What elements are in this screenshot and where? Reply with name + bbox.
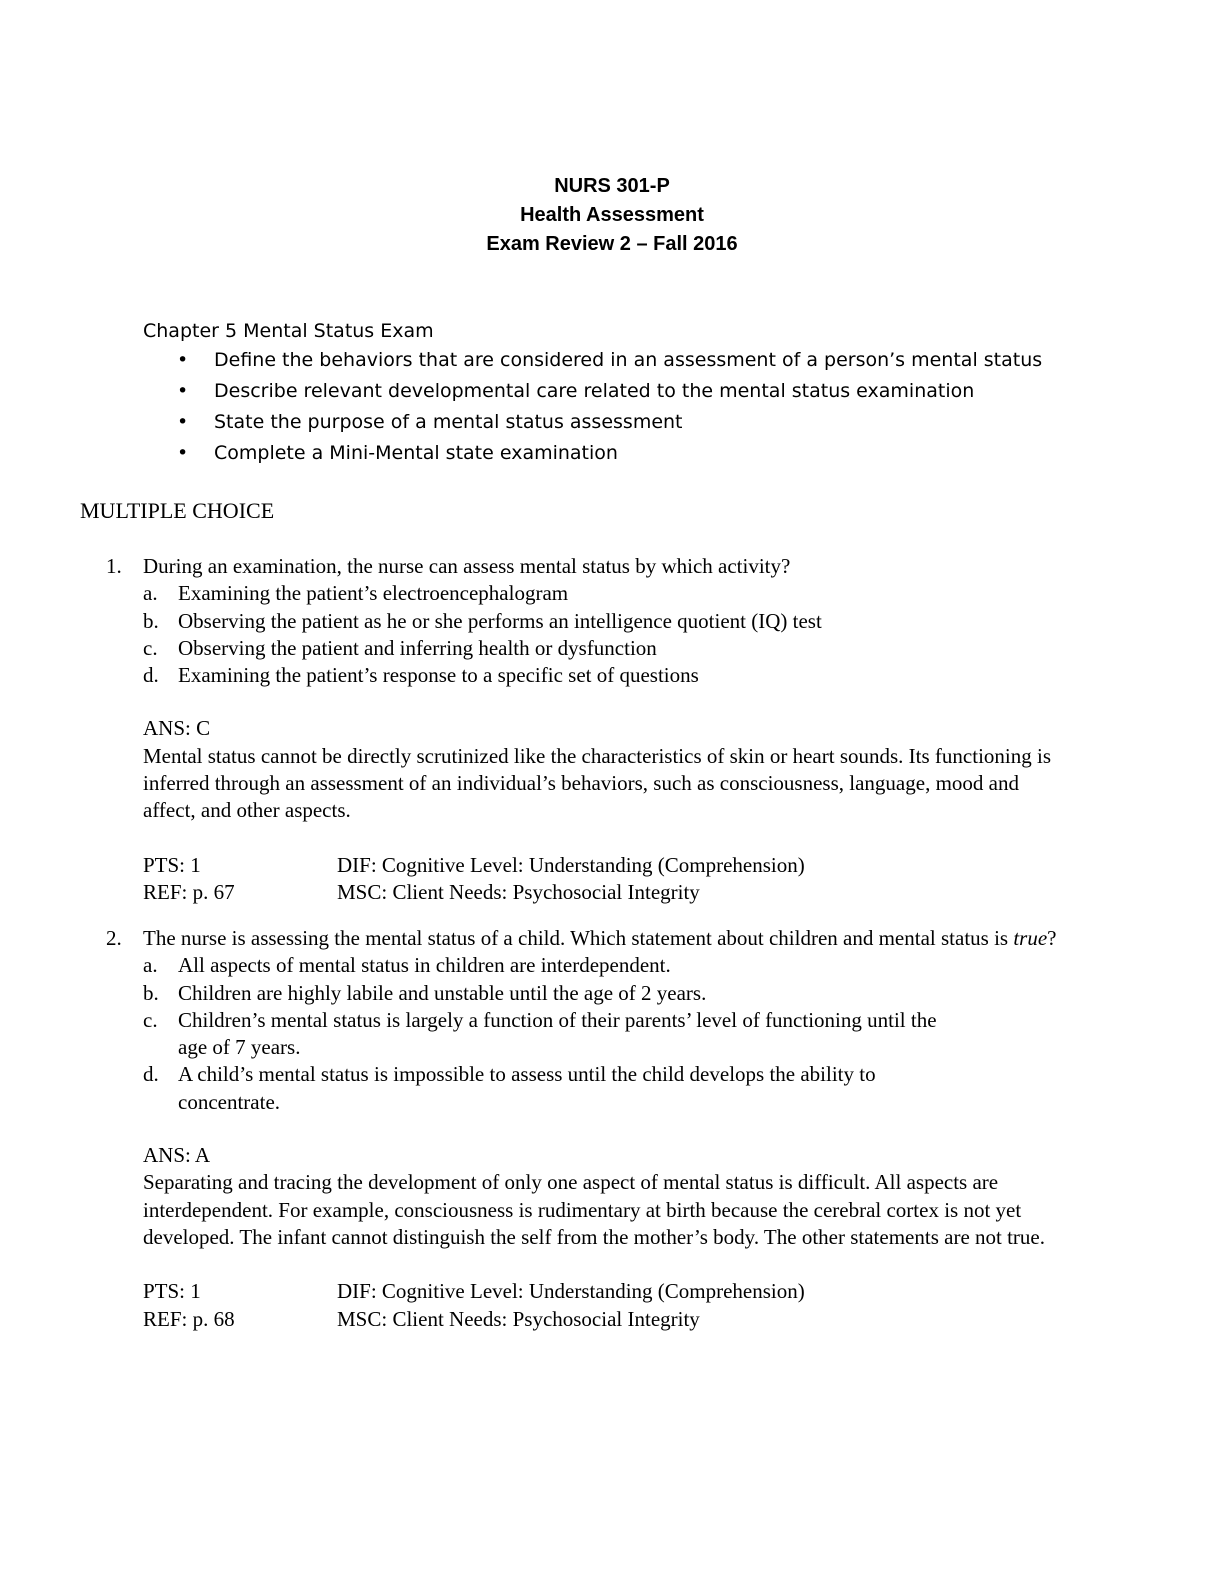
rationale: Separating and tracing the development of only one aspect of mental status is difficult. All aspects are interdependent. For example, consciousness is rudimentary at birth because the cerebral cortex is not yet developed. The infant cannot distinguish the self from the mother’s body. The other statements are not true. [143,1170,1045,1249]
choice-a: a. Examining the patient’s electroencephalogram [143,581,569,606]
answer-choices [0,952,1224,1116]
question-number: 2. [106,926,122,950]
question-number: 1. [106,554,122,578]
difficulty: DIF: Cognitive Level: Understanding (Comprehension) [337,1279,805,1304]
objective-item: • Complete a Mini-Mental state examination [143,438,1042,469]
choice-a: a. All aspects of mental status in children are interdependent. [143,953,671,978]
answer-choices [0,580,1224,689]
bullet-icon: • [177,349,189,371]
difficulty: DIF: Cognitive Level: Understanding (Comprehension) [337,852,805,877]
choice-c: c. Observing the patient and inferring health or dysfunction [143,635,657,660]
client-needs: MSC: Client Needs: Psychosocial Integrity [337,879,700,904]
bullet-icon: • [177,380,189,402]
course-code: NURS 301-P [554,175,670,197]
choice-b: b. Observing the patient as he or she performs an intelligence quotient (IQ) test [143,608,822,633]
question-1 [0,553,1224,906]
exam-title: Exam Review 2 – Fall 2016 [486,233,738,255]
rationale: Mental status cannot be directly scrutinized like the characteristics of skin or heart sounds. Its functioning is inferred through an assessment of an individual’s behaviors, such as consciousness, language, mood and affect, and other aspects. [143,743,1052,823]
chapter-title: Chapter 5 Mental Status Exam [143,320,434,342]
question-stem: 2. The nurse is assessing the mental status of a child. Which statement about children and mental status is true? [0,925,1063,952]
question-2 [0,925,1224,1333]
section-title: MULTIPLE CHOICE [80,498,275,523]
answer-key: ANS: A [143,1143,211,1168]
objective-item: • Define the behaviors that are considered in an assessment of a person’s mental status [143,345,1042,376]
choice-c: c. Children’s mental status is largely a function of their parents’ level of functioning until the age of 7 years. [143,1007,937,1060]
answer-key: ANS: C [143,716,211,741]
objective-item: • Describe relevant developmental care related to the mental status examination [143,376,1042,407]
question-metadata [0,1278,1224,1333]
reference: REF: p. 68 [143,1306,235,1331]
client-needs: MSC: Client Needs: Psychosocial Integrity [337,1306,700,1331]
choice-d: d. A child’s mental status is impossible to assess until the child develops the ability to concentrate. [143,1062,876,1114]
points: PTS: 1 [143,852,201,877]
bullet-icon: • [177,442,189,464]
objectives-list [143,345,1042,469]
points: PTS: 1 [143,1279,201,1304]
choice-d: d. Examining the patient’s response to a specific set of questions [143,663,699,688]
objective-item: • State the purpose of a mental status assessment [143,407,1042,438]
choice-b: b. Children are highly labile and unstable until the age of 2 years. [143,980,707,1005]
reference: REF: p. 67 [143,879,235,904]
document-header [0,172,1224,259]
bullet-icon: • [177,411,189,433]
question-metadata [0,852,1224,907]
course-subject: Health Assessment [520,204,704,226]
question-stem: 1. During an examination, the nurse can assess mental status by which activity? [0,553,1063,580]
